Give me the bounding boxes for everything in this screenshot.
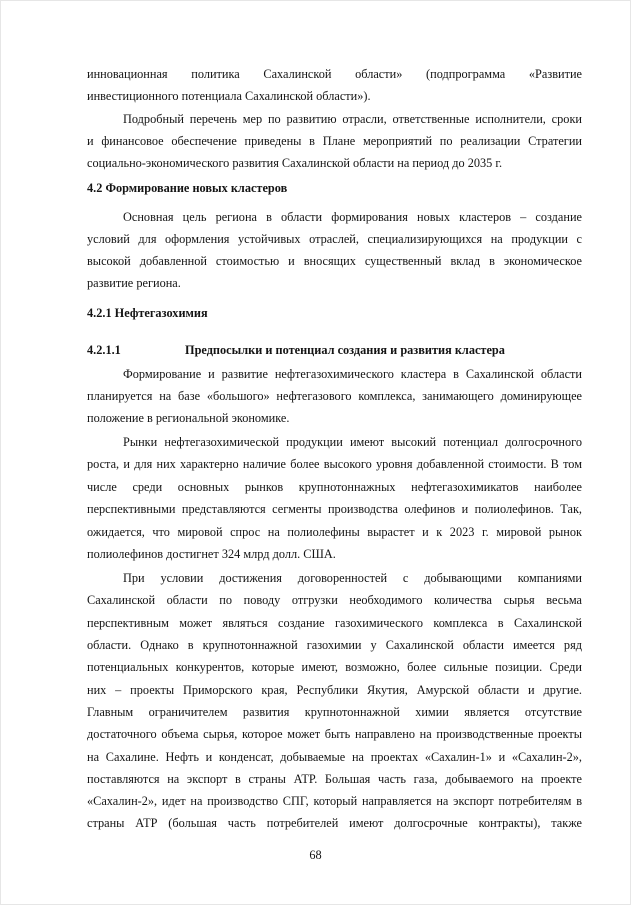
paragraph-line: планируется на базе «большого» нефтегазового комплекса, занимающего доминирующее [87, 389, 582, 403]
paragraph-line: перспективными представляются сегменты производства олефинов и полиолефинов. Так, [87, 502, 582, 516]
paragraph-line: Рынки нефтегазохимической продукции имеют высокий потенциал долгосрочного [123, 435, 582, 449]
paragraph-line: числе среди основных рынков крупнотоннажных нефтегазохимикатов наиболее [87, 480, 582, 494]
paragraph-line: роста, и для них характерно наличие более высокого уровня добавленной стоимости. В том [87, 457, 582, 471]
paragraph-line: области. Однако в крупнотоннажной газохимии у Сахалинской области имеется ряд [87, 638, 582, 652]
paragraph-line: страны АТР (большая часть потребителей имеют долгосрочные контракты), также [87, 816, 582, 830]
paragraph-line: Основная цель региона в области формирования новых кластеров – создание [123, 210, 582, 224]
paragraph-line: поставляются на экспорт в страны АТР. Большая часть газа, добываемого на проекте [87, 772, 582, 786]
paragraph-line: перспективным может являться создание газохимического комплекса в Сахалинской [87, 616, 582, 630]
subsection-heading: 4.2.1 Нефтегазохимия [87, 306, 208, 320]
paragraph-line: инновационная политика Сахалинской области» (подпрограмма «Развитие [87, 67, 582, 81]
paragraph-line: высокой добавленной стоимостью и вносящих существенный вклад в экономическое [87, 254, 582, 268]
paragraph-line: полиолефинов достигнет 324 млрд долл. США. [87, 547, 336, 561]
paragraph-line: Сахалинской области по поводу отгрузки необходимого количества сырья весьма [87, 593, 582, 607]
section-heading: 4.2 Формирование новых кластеров [87, 181, 288, 195]
heading-number: 4.2.1.1 [87, 343, 121, 357]
paragraph-line: потенциальных конкурентов, которые имеют, возможно, более сильные позиции. Среди [87, 660, 582, 674]
paragraph-line: на Сахалине. Нефть и конденсат, добываемые на проектах «Сахалин-1» и «Сахалин-2», [87, 750, 582, 764]
paragraph-line: ожидается, что мировой спрос на полиолефины вырастет и к 2023 г. мировой рынок [87, 525, 582, 539]
paragraph-line: и финансовое обеспечение приведены в Плане мероприятий по реализации Стратегии [87, 134, 582, 148]
paragraph-line: достаточного объема сырья, которое может быть направлено на производственные проекты [87, 727, 582, 741]
paragraph-line: них – проекты Приморского края, Республики Якутия, Амурской области и другие. [87, 683, 582, 697]
paragraph-line: условий для оформления устойчивых отраслей, специализирующихся на продукции с [87, 232, 582, 246]
paragraph-line: «Сахалин-2», идет на производство СПГ, который направляется на экспорт потребителям в [87, 794, 582, 808]
paragraph-line: Главным ограничителем развития крупнотоннажной химии является отсутствие [87, 705, 582, 719]
paragraph-line: Формирование и развитие нефтегазохимического кластера в Сахалинской области [123, 367, 582, 381]
paragraph-line: развитие региона. [87, 276, 181, 290]
paragraph-line: При условии достижения договоренностей с добывающими компаниями [123, 571, 582, 585]
paragraph-line: инвестиционного потенциала Сахалинской области»). [87, 89, 371, 103]
page-number: 68 [309, 848, 322, 862]
heading-title: Предпосылки и потенциал создания и развития кластера [185, 343, 505, 357]
paragraph-line: социально-экономического развития Сахалинской области на период до 2035 г. [87, 156, 503, 170]
paragraph-line: Подробный перечень мер по развитию отрасли, ответственные исполнители, сроки [123, 112, 582, 126]
paragraph-line: положение в региональной экономике. [87, 411, 290, 425]
